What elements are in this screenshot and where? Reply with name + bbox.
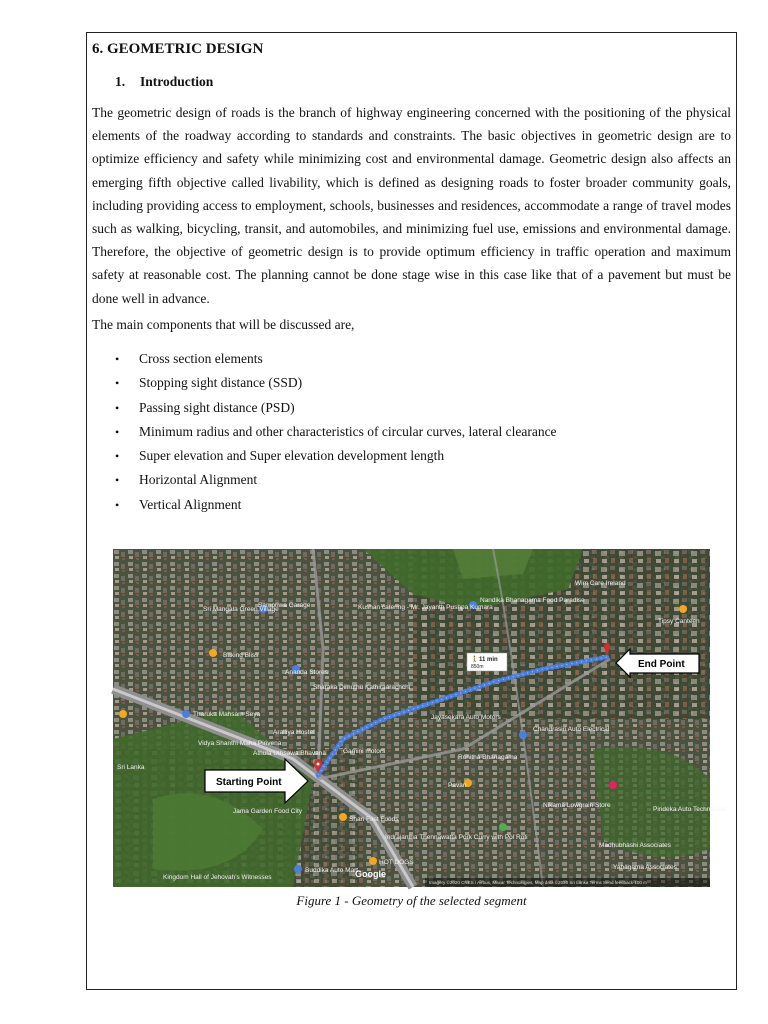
svg-text:Athula Uthsawa Bhavana: Athula Uthsawa Bhavana <box>253 750 326 757</box>
bullet-icon: • <box>115 400 120 415</box>
bullet-icon: • <box>115 497 120 512</box>
list-item: • Cross section elements <box>115 347 557 371</box>
poi-marker-icon <box>369 857 377 865</box>
poi-marker-icon <box>294 865 302 873</box>
subsection-heading <box>115 74 213 90</box>
svg-text:Shan Fast Foods: Shan Fast Foods <box>349 816 399 823</box>
subsection-title: Introduction <box>140 74 214 89</box>
svg-text:11 min: 11 min <box>479 657 498 663</box>
svg-text:Tipsy Canteen: Tipsy Canteen <box>658 618 700 625</box>
svg-text:Indrajantha Thennawatta Pork C: Indrajantha Thennawatta Pork Curry with Pol Roti <box>385 834 528 841</box>
map-attribution: Imagery ©2020 CNES / Airbus, Maxar Technologies, Map data ©2020 Sri Lanka Terms Send feedback 100 m <box>429 880 647 885</box>
poi-marker-icon <box>609 781 617 789</box>
satellite-map-figure <box>113 549 726 887</box>
svg-text:Kushan catering - Mr. Jayanth: Kushan catering - Mr. Jayanth Pushpa Kumara <box>358 604 493 611</box>
components-intro: The main components that will be discussed are, <box>92 317 355 332</box>
svg-text:Tharuka Mahsam Seya: Tharuka Mahsam Seya <box>193 711 261 718</box>
svg-text:Chandrasiri Auto Electrical: Chandrasiri Auto Electrical <box>533 726 610 733</box>
svg-text:End Point: End Point <box>638 659 685 670</box>
svg-text:Aralliya Hostel: Aralliya Hostel <box>273 729 315 736</box>
svg-text:Starting Point: Starting Point <box>216 777 282 788</box>
svg-text:Jayasekara Auto Motors: Jayasekara Auto Motors <box>431 714 501 721</box>
svg-text:Gamini motors: Gamini motors <box>343 748 386 755</box>
svg-text:Jama Garden Food City: Jama Garden Food City <box>233 808 303 815</box>
poi-marker-icon <box>119 710 127 718</box>
poi-marker-icon <box>679 605 687 613</box>
route-time-chip <box>467 653 507 671</box>
walk-icon: 🚶 <box>471 657 479 663</box>
list-item: • Vertical Alignment <box>115 493 557 517</box>
list-item: • Stopping sight distance (SSD) <box>115 371 557 395</box>
svg-text:Nikama Lowgrain Store: Nikama Lowgrain Store <box>543 802 611 809</box>
intro-paragraph: The geometric design of roads is the branch of highway engineering concerned with the positioning of the physical elements of the roadway according to standards and constraints. The basic objectives in geometric design are to optimize efficiency and safety while minimizing cost and environmental damage. Geometric design also affects an emerging fifth objective called livability, which is defined as designing roads to foster broader community goals, including providing access to employment, schools, businesses and residences, accommodate a range of travel modes such as walking, bicycling, transit, and automobiles, and minimizing fuel use, emissions and environmental damage. Therefore, the objective of geometric design is to provide optimum efficiency in traffic operation and maximum safety at reasonable cost. The planning cannot be done stage wise in this case like that of a pavement but must be done well in advance. <box>92 105 731 306</box>
svg-text:Wim Care Ireland: Wim Care Ireland <box>575 580 626 587</box>
bullet-icon: • <box>115 424 120 439</box>
bullet-icon: • <box>115 352 120 366</box>
list-item: • Minimum radius and other characteristics of circular curves, lateral clearance <box>115 420 557 444</box>
document-page <box>86 32 737 990</box>
svg-text:Pavan: Pavan <box>448 782 467 789</box>
satellite-map <box>113 549 726 887</box>
list-item: • Super elevation and Super elevation development length <box>115 444 557 468</box>
svg-text:Madhubhashi Associates: Madhubhashi Associates <box>599 842 671 849</box>
poi-marker-icon <box>519 731 527 739</box>
svg-text:Baking Bliss: Baking Bliss <box>223 652 259 659</box>
svg-text:HOT DOGS: HOT DOGS <box>379 859 414 866</box>
bullet-icon: • <box>115 473 120 488</box>
svg-text:Nandika Bhanagama Food Paradis: Nandika Bhanagama Food Paradise <box>480 597 585 604</box>
svg-text:Sharaka Dimuthu Kathiraarachch: Sharaka Dimuthu Kathiraarachchi <box>313 684 411 691</box>
svg-text:Ananda Stores: Ananda Stores <box>285 669 329 676</box>
poi-marker-icon <box>499 823 507 831</box>
svg-text:850m: 850m <box>471 664 484 670</box>
list-item: • Horizontal Alignment <box>115 468 557 492</box>
list-item: • Passing sight distance (PSD) <box>115 396 557 420</box>
svg-text:Pirideka Auto Techniques: Pirideka Auto Techniques <box>653 806 726 813</box>
svg-text:Kingdom Hall of Jehovah's Witn: Kingdom Hall of Jehovah's Witnesses <box>163 874 272 881</box>
google-logo: Google <box>355 869 386 879</box>
figure-caption: Figure 1 - Geometry of the selected segment <box>296 893 527 908</box>
poi-marker-icon <box>209 649 217 657</box>
subsection-number: 1. <box>115 74 126 89</box>
poi-marker-icon <box>182 710 190 718</box>
svg-text:Buddika Auto Mart: Buddika Auto Mart <box>305 867 359 874</box>
svg-text:Vidya Shanthi Maha Pirivena: Vidya Shanthi Maha Pirivena <box>198 740 282 747</box>
bullet-icon: • <box>115 449 120 464</box>
bullet-icon: • <box>115 376 120 391</box>
section-title: 6. GEOMETRIC DESIGN <box>92 41 264 57</box>
svg-text:Sri Mangala Green Village: Sri Mangala Green Village <box>203 606 279 613</box>
svg-text:Yahagama Associates: Yahagama Associates <box>613 864 677 871</box>
components-list <box>115 347 557 517</box>
svg-text:Sri Lanka: Sri Lanka <box>117 764 145 771</box>
svg-text:Sampriwa Garage: Sampriwa Garage <box>258 602 311 609</box>
svg-text:Rohitha Bhanagama: Rohitha Bhanagama <box>458 754 518 761</box>
poi-marker-icon <box>339 813 347 821</box>
